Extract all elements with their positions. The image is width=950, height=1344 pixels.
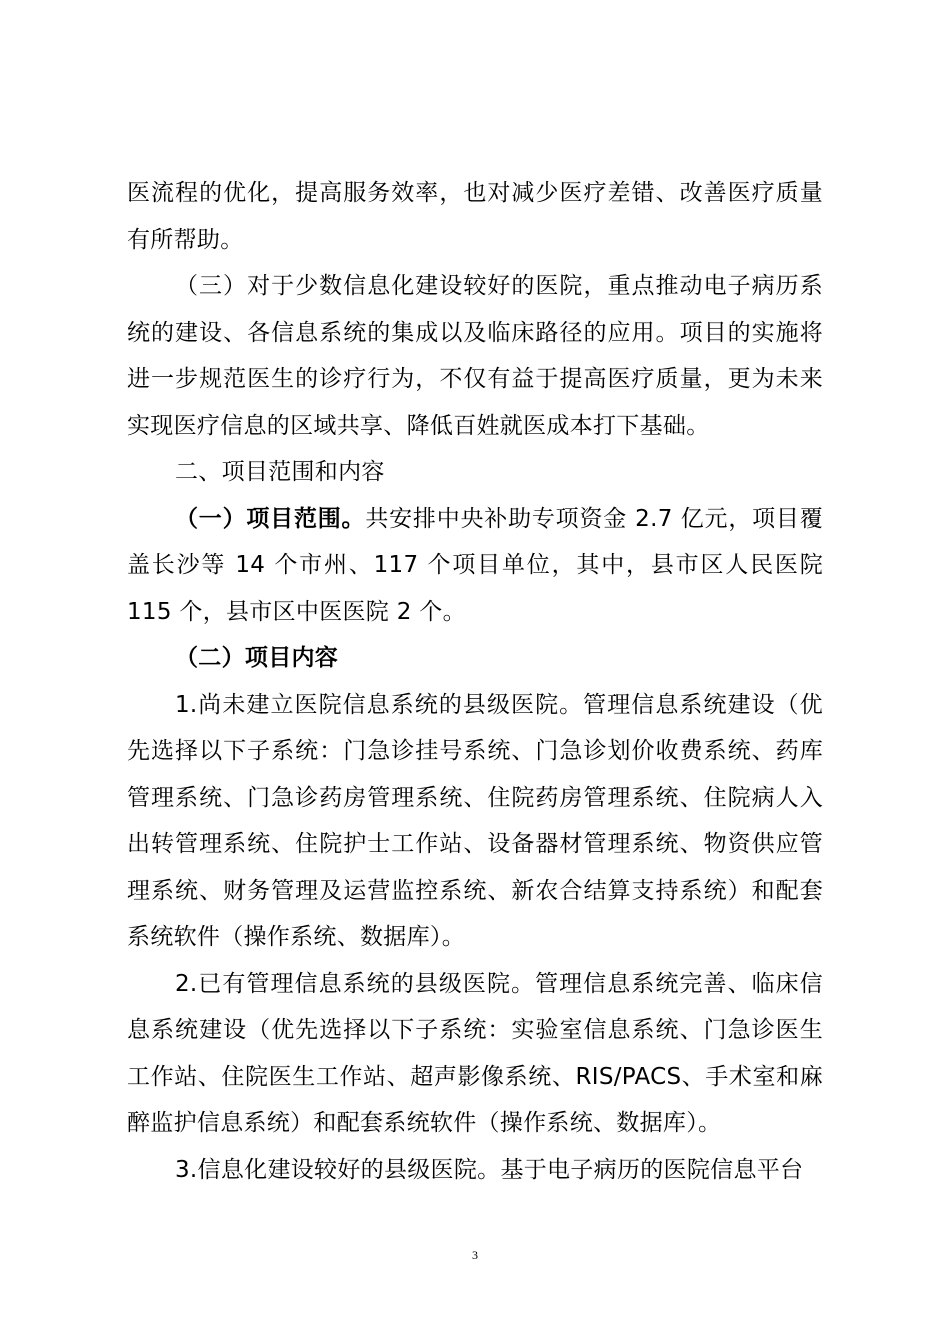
paragraph-text: 共安排中央补助专项资金 2.7 亿元，项目覆盖长沙等 14 个市州、117 个项目单位，其中，县市区人民医院 115 个，县市区中医医院 2 个。 [127,505,823,625]
subheading-text: （二）项目内容 [175,645,339,671]
paragraph-text: 医流程的优化，提高服务效率，也对减少医疗差错、改善医疗质量有所帮助。 [127,180,823,253]
paragraph-text: （三）对于少数信息化建设较好的医院，重点推动电子病历系统的建设、各信息系统的集成以及临床路径的应用。项目的实施将进一步规范医生的诊疗行为，不仅有益于提高医疗质量，更为未来实现医疗信息的区域共享、降低百姓就医成本打下基础。 [127,273,823,439]
body-text [127,170,823,1193]
subheading-project-content [127,635,823,682]
paragraph-content-item-3 [127,1147,823,1194]
paragraph-project-scope [127,496,823,636]
paragraph-content-item-1 [127,682,823,961]
paragraph-content-item-2 [127,961,823,1147]
subheading-project-scope: （一）项目范围。 [175,505,366,532]
page-number: 3 [472,1248,478,1262]
heading-text: 二、项目范围和内容 [175,459,385,485]
paragraph-text: 2.已有管理信息系统的县级医院。管理信息系统完善、临床信息系统建设（优先选择以下子系统：实验室信息系统、门急诊医生工作站、住院医生工作站、超声影像系统、RIS/PACS、手术室和麻醉监护信息系统）和配套系统软件（操作系统、数据库）。 [127,970,823,1136]
paragraph-text: 3.信息化建设较好的县级医院。基于电子病历的医院信息平台 [175,1156,804,1183]
section-heading-2 [127,449,823,496]
paragraph-continuation [127,170,823,263]
paragraph-text: 1.尚未建立医院信息系统的县级医院。管理信息系统建设（优先选择以下子系统：门急诊挂号系统、门急诊划价收费系统、药库管理系统、门急诊药房管理系统、住院药房管理系统、住院病人入出转管理系统、住院护士工作站、设备器材管理系统、物资供应管理系统、财务管理及运营监控系统、新农合结算支持系统）和配套系统软件（操作系统、数据库）。 [127,691,823,950]
paragraph-item-3 [127,263,823,449]
